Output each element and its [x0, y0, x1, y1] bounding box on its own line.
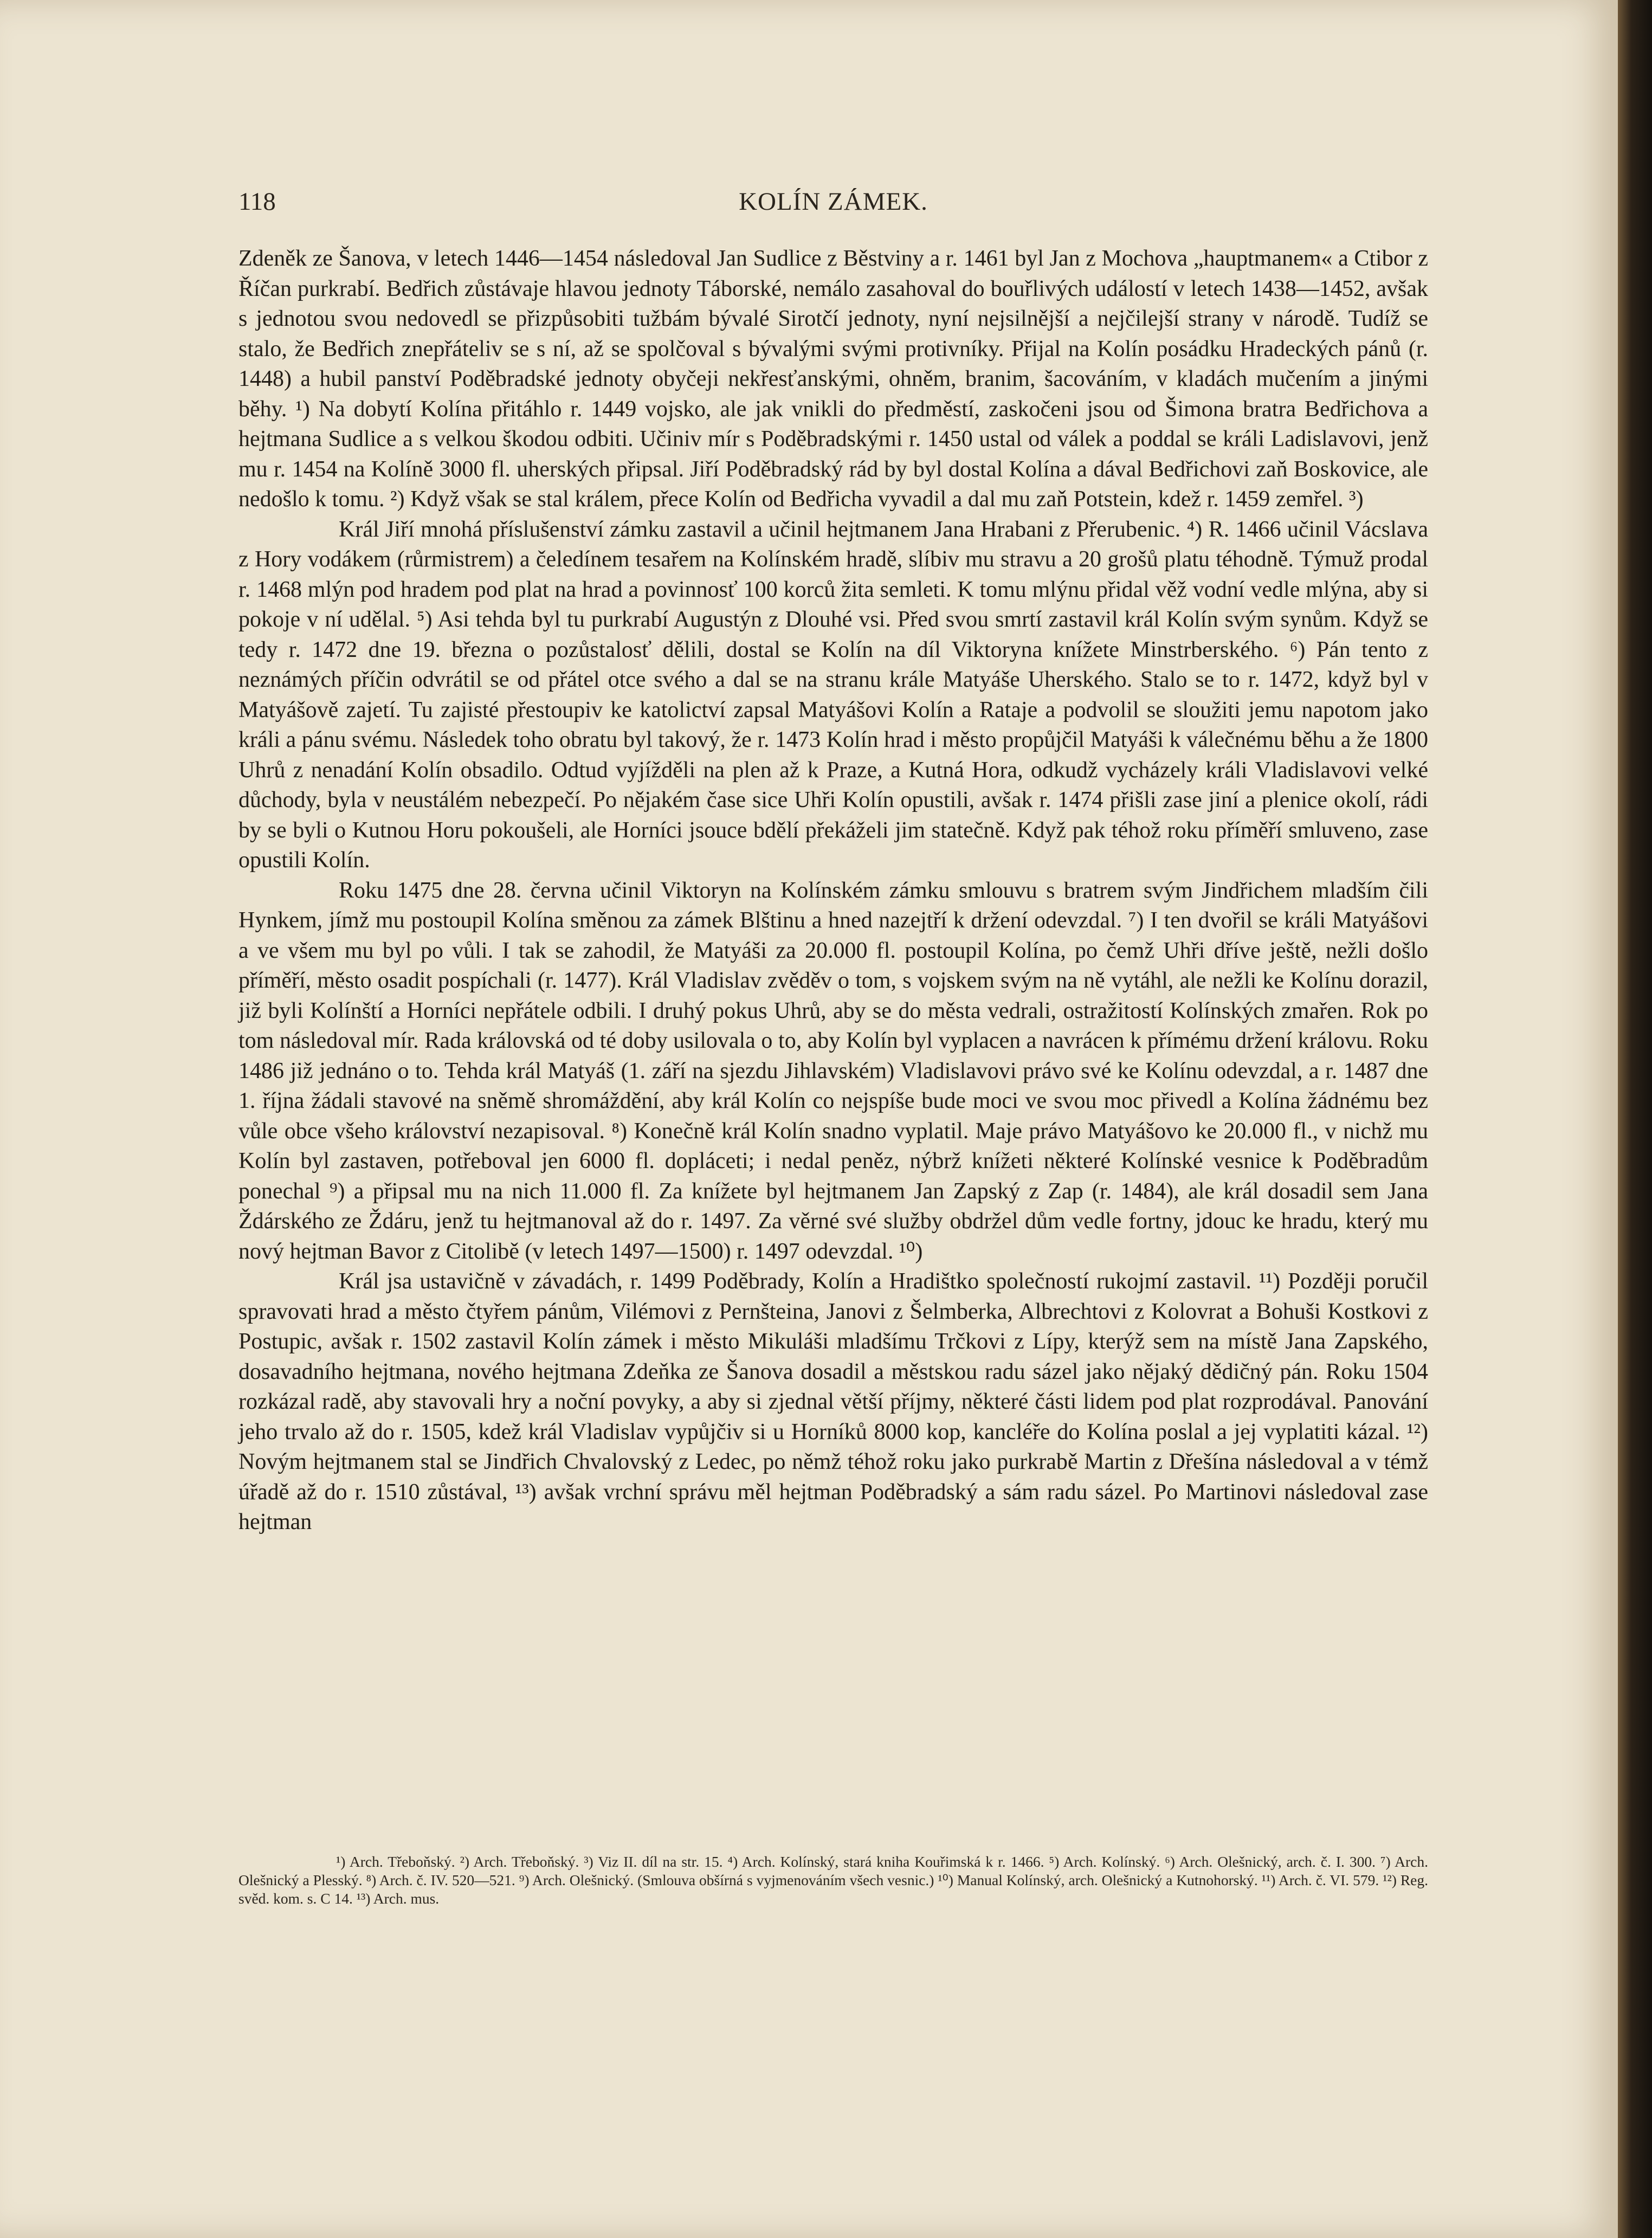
footnotes	[238, 1853, 1428, 1908]
book-binding-edge	[1618, 0, 1652, 2238]
paragraph-4: Král jsa ustavičně v závadách, r. 1499 Poděbrady, Kolín a Hradištko společností rukojmí zastavil. ¹¹) Později poručil spravovati hrad a město čtyřem pánům, Vilémovi z Pernšteina, Janovi z Šelmberka, Albrechtovi z Kolovrat a Bohuši Kostkovi z Postupic, avšak r. 1502 zastavil Kolín zámek i město Mikuláši mladšímu Trčkovi z Lípy, kterýž sem na místě Jana Zapského, dosavadního hejtmana, nového hejtmana Zdeňka ze Šanova dosadil a městskou radu sázel jako nějaký dědičný pán. Roku 1504 rozkázal radě, aby stavovali hry a noční povyky, a aby si zjednal větší příjmy, některé části lidem pod plat rozprodával. Panování jeho trvalo až do r. 1505, kdež král Vladislav vypůjčiv si u Horníků 8000 kop, kancléře do Kolína poslal a jej vyplatiti kázal. ¹²) Novým hejtmanem stal se Jindřich Chvalovský z Ledec, po němž téhož roku jako purkrabě Martin z Dřešína následoval a v témž úřadě až do r. 1510 zůstával, ¹³) avšak vrchní správu měl hejtman Poděbradský a sám radu sázel. Po Martinovi následoval zase hejtman	[238, 1269, 1428, 1534]
paragraph-1: Zdeněk ze Šanova, v letech 1446—1454 následoval Jan Sudlice z Běstviny a r. 1461 byl Jan z Mochova „hauptmanem« a Ctibor z Říčan purkrabí. Bedřich zůstávaje hlavou jednoty Táborské, nemálo zasahoval do bouřlivých událostí v letech 1438—1452, avšak s jednotou svou nedovedl se přizpůsobiti tužbám bývalé Sirotčí jednoty, nyní nejsilnější a nejčilejší strany v národě. Tudíž se stalo, že Bedřich znepřáteliv se s ní, až se spolčoval s bývalými svými protivníky. Přijal na Kolín posádku Hradeckých pánů (r. 1448) a hubil panství Poděbradské jednoty obyčeji nekřesťanskými, ohněm, branim, šacováním, v kladách mučením a jinými běhy. ¹) Na dobytí Kolína přitáhlo r. 1449 vojsko, ale jak vnikli do předměstí, zaskočeni jsou od Šimona bratra Bedřichova a hejtmana Sudlice a s velkou škodou odbiti. Učiniv mír s Poděbradskými r. 1450 ustal od válek a poddal se králi Ladislavovi, jenž mu r. 1454 na Kolíně 3000 fl. uherských připsal. Jiří Poděbradský rád by byl dostal Kolína a dával Bedřichovi zaň Boskovice, ale nedošlo k tomu. ²) Když však se stal králem, přece Kolín od Bedřicha vyvadil a dal mu zaň Potstein, kdež r. 1459 zemřel. ³)	[238, 246, 1428, 512]
page-header	[238, 187, 1428, 225]
paragraph-3: Roku 1475 dne 28. června učinil Viktoryn na Kolínském zámku smlouvu s bratrem svým Jindřichem mladším čili Hynkem, jímž mu postoupil Kolína směnou za zámek Blštinu a hned nazejtří k držení odevzdal. ⁷) I ten dvořil se králi Matyášovi a ve všem mu byl po vůli. I tak se zahodil, že Matyáši za 20.000 fl. postoupil Kolína, po čemž Uhři dříve ještě, nežli došlo příměří, město osadit pospíchali (r. 1477). Král Vladislav zvěděv o tom, s vojskem svým na ně vytáhl, ale nežli ke Kolínu dorazil, již byli Kolínští a Horníci nepřátele odbili. I druhý pokus Uhrů, aby se do města vedrali, ostražitostí Kolínských zmařen. Rok po tom následoval mír. Rada královská od té doby usilovala o to, aby Kolín byl vyplacen a navrácen k přímému držení královu. Roku 1486 již jednáno o to. Tehda král Matyáš (1. září na sjezdu Jihlavském) Vladislavovi právo své ke Kolínu odevzdal, a r. 1487 dne 1. října žádali stavové na sněmě shromáždění, aby král Kolín co nejspíše bude moci ve svou moc přivedl a Kolína žádnému bez vůle obce všeho království nezapisoval. ⁸) Konečně král Kolín snadno vyplatil. Maje právo Matyášovo ke 20.000 fl., v nichž mu Kolín byl zastaven, potřeboval jen 6000 fl. dopláceti; i nedal peněz, nýbrž knížeti některé Kolínské vesnice k Poděbradům ponechal ⁹) a připsal mu na nich 11.000 fl. Za knížete byl hejtmanem Jan Zapský z Zap (r. 1484), ale král dosadil sem Jana Ždárského ze Ždáru, jenž tu hejtmanoval až do r. 1497. Za věrné své služby obdržel dům vedle fortny, jdouc ke hradu, který mu nový hejtman Bavor z Citolibě (v letech 1497—1500) r. 1497 odevzdal. ¹⁰)	[238, 878, 1428, 1264]
footnote-text: ¹) Arch. Třeboňský. ²) Arch. Třeboňský. ³) Viz II. díl na str. 15. ⁴) Arch. Kolínský, stará kniha Kouřimská k r. 1466. ⁵) Arch. Kolínský. ⁶) Arch. Olešnický, arch. č. I. 300. ⁷) Arch. Olešnický a Plesský. ⁸) Arch. č. IV. 520—521. ⁹) Arch. Olešnický. (Smlouva obšírná s vyjmenováním všech vesnic.) ¹⁰) Manual Kolínský, arch. Olešnický a Kutnohorský. ¹¹) Arch. č. VI. 579. ¹²) Reg. svěd. kom. s. C 14. ¹³) Arch. mus.	[238, 1853, 1428, 1907]
running-title: KOLÍN ZÁMEK.	[739, 188, 928, 216]
paragraph-2: Král Jiří mnohá příslušenství zámku zastavil a učinil hejtmanem Jana Hrabani z Přerubenic. ⁴) R. 1466 učinil Vácslava z Hory vodákem (růrmistrem) a čeledínem tesařem na Kolínském hradě, slíbiv mu stravu a 20 grošů platu téhodně. Týmuž prodal r. 1468 mlýn pod hradem pod plat na hrad a povinnosť 100 korců žita semleti. K tomu mlýnu přidal věž vodní vedle mlýna, aby si pokoje v ní udělal. ⁵) Asi tehda byl tu purkrabí Augustýn z Dlouhé vsi. Před svou smrtí zastavil král Kolín svým synům. Když se tedy r. 1472 dne 19. března o pozůstalosť dělili, dostal se Kolín na díl Viktoryna knížete Minstrberského. ⁶) Pán tento z neznámých příčin odvrátil se od přátel otce svého a dal se na stranu krále Matyáše Uherského. Stalo se to r. 1472, když byl v Matyášově zajetí. Tu zajisté přestoupiv ke katolictví zapsal Matyášovi Kolín a Rataje a podvolil se sloužiti jemu napotom jako králi a pánu svému. Následek toho obratu byl takový, že r. 1473 Kolín hrad i město propůjčil Matyáši k válečnému běhu a že 1800 Uhrů z nenadání Kolín obsadilo. Odtud vyjížděli na plen až k Praze, a Kutná Hora, odkudž vycházely králi Vladislavovi velké důchody, byla v neustálém nebezpečí. Po nějakém čase sice Uhři Kolín opustili, avšak r. 1474 přišli zase jiní a plenice okolí, rádi by se byli o Kutnou Horu pokoušeli, ale Horníci jsouce bdělí překáželi jim statečně. Když pak téhož roku příměří smluveno, zase opustili Kolín.	[238, 517, 1428, 873]
page-number: 118	[238, 188, 276, 216]
body-text	[238, 244, 1428, 1538]
